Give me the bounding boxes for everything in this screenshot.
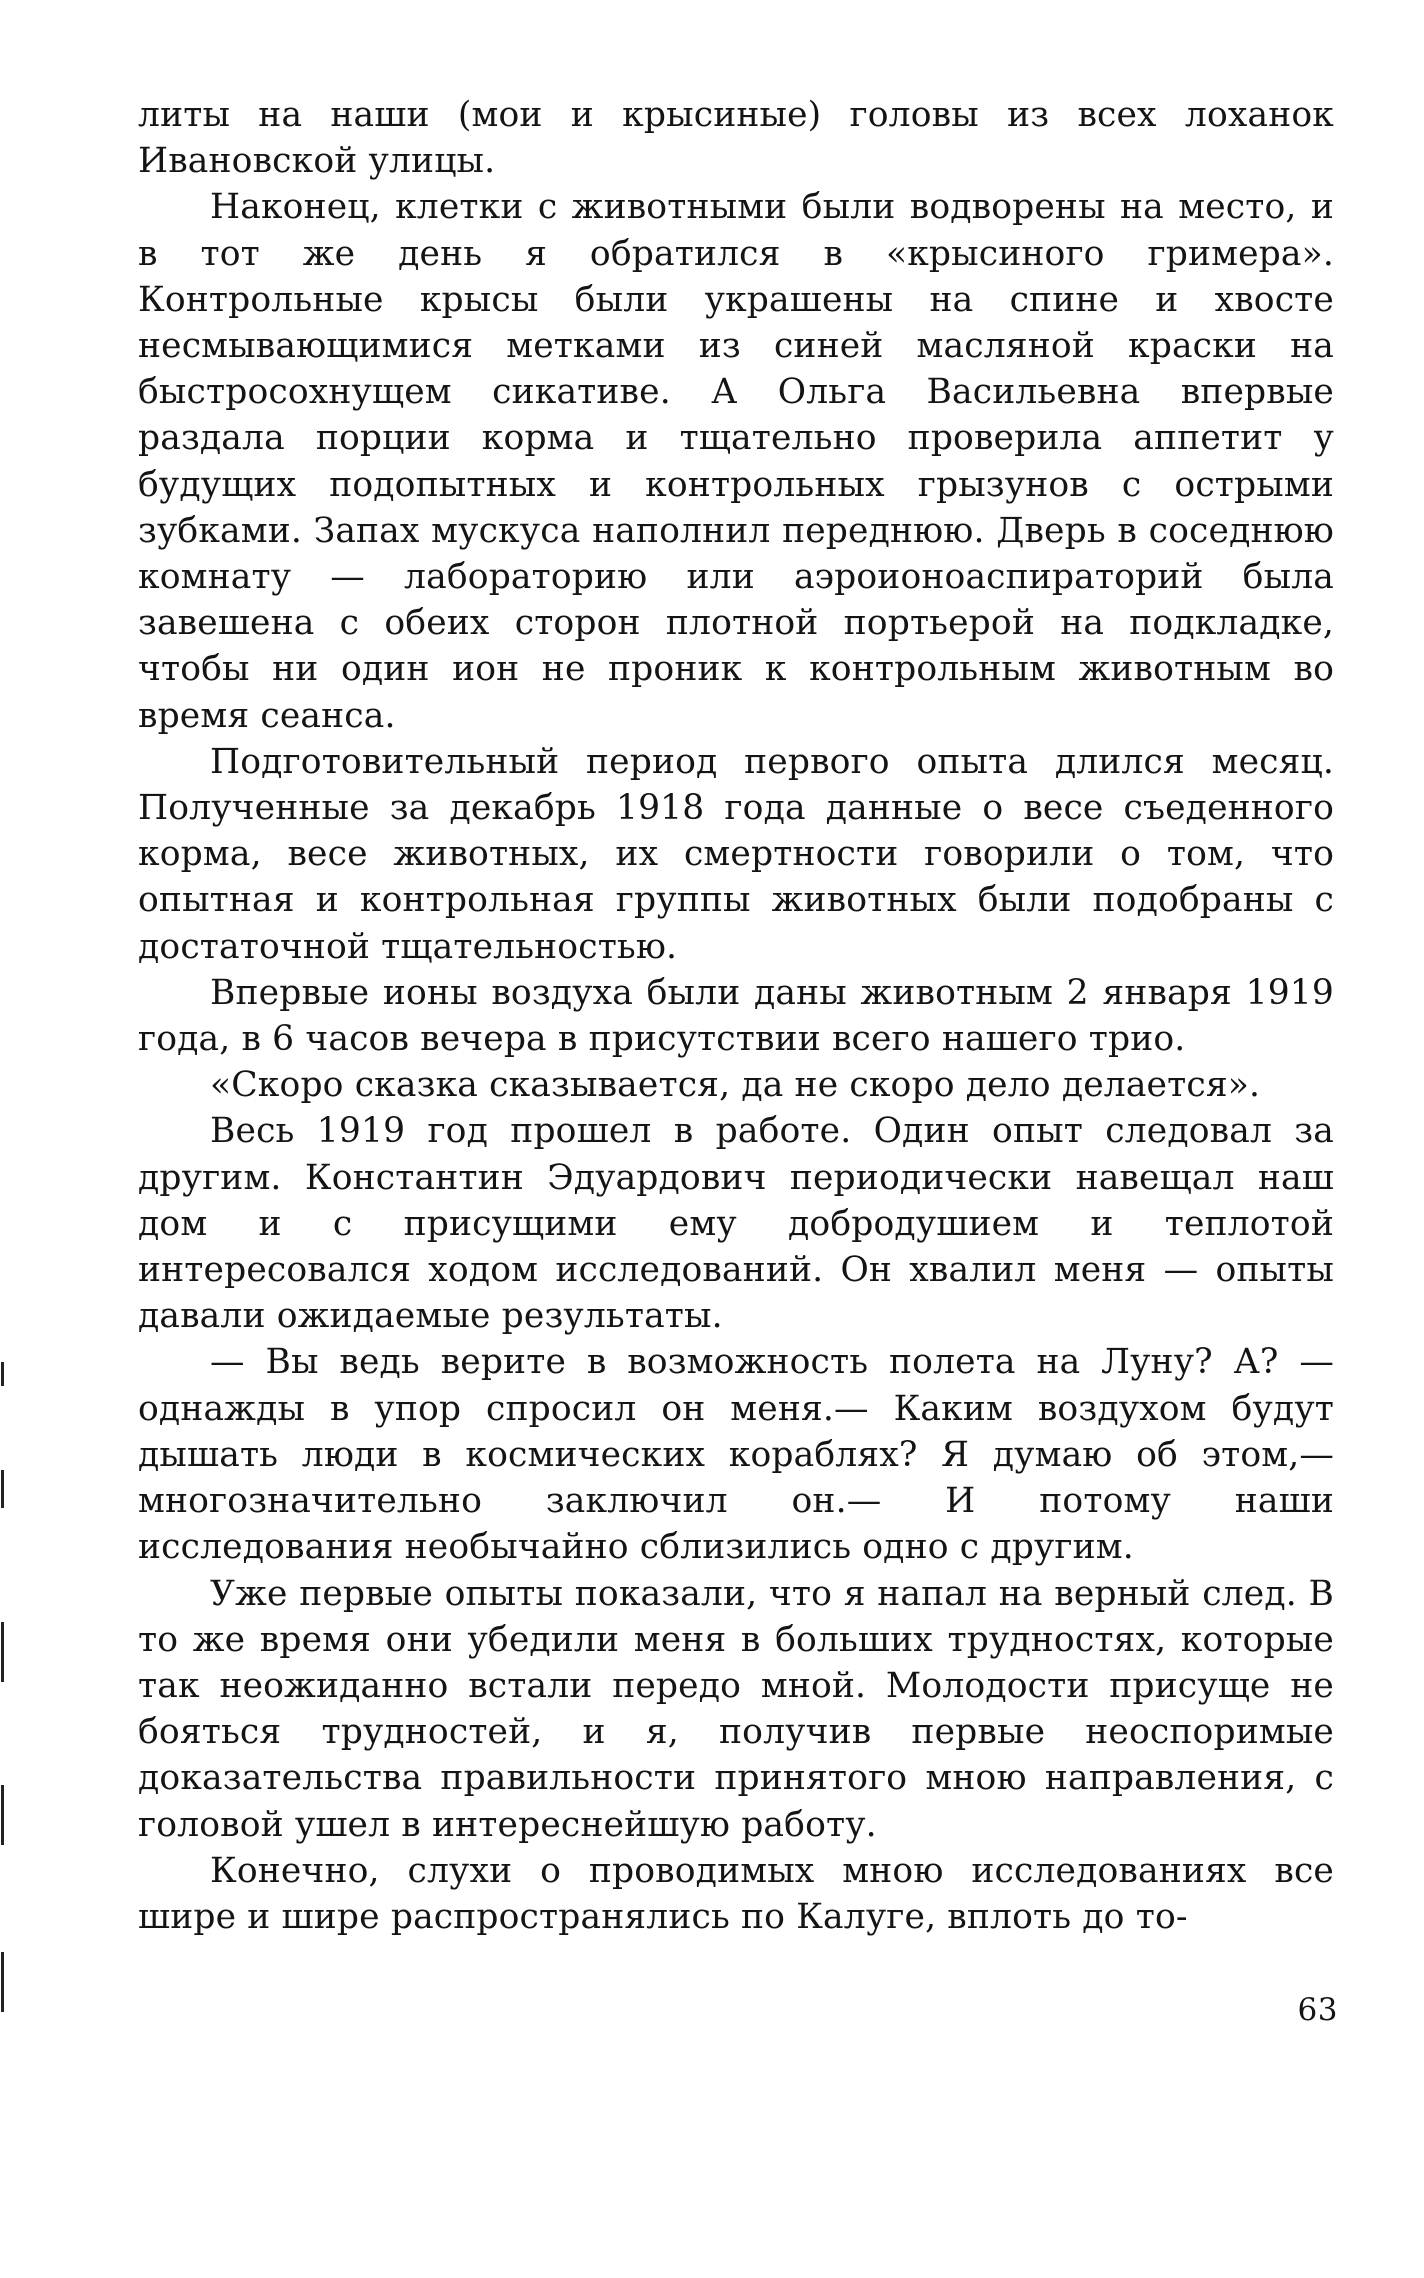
scan-edge-mark <box>1 1622 4 1682</box>
paragraph-2: Наконец, клетки с животными были водворены на место, и в тот же день я обратился в «крысиного гримера». Контрольные крысы были украшены на спине и хвосте несмывающимися метками из синей масляной краски на быстросохнущем сикативе. А Ольга Васильевна впервые раздала порции корма и тщательно проверила аппетит у будущих подопытных и контрольных грызунов с острыми зубками. Запах мускуса наполнил переднюю. Дверь в соседнюю комнату — лабораторию или аэроионоаспираторий была завешена с обеих сторон плотной портьерой на подкладке, чтобы ни один ион не проник к контрольным животным во время сеанса. <box>138 187 1334 736</box>
scan-edge-mark <box>1 1952 4 2012</box>
paragraph-8: Уже первые опыты показали, что я напал на верный след. В то же время они убедили меня в больших трудностях, которые так неожиданно встали передо мной. Молодости присуще не бояться трудностей, и я, получив первые неоспоримые доказательства правильности принятого мною направления, с головой ушел в интереснейшую работу. <box>138 1573 1334 1845</box>
paragraph-4: Впервые ионы воздуха были даны животным 2 января 1919 года, в 6 часов вечера в присутствии всего нашего трио. <box>138 972 1334 1060</box>
scan-edge-mark <box>1 1785 4 1845</box>
scan-edge-mark <box>1 1470 4 1508</box>
scan-edge-mark <box>1 1362 4 1386</box>
paragraph-5: «Скоро сказка сказывается, да не скоро дело делается». <box>210 1065 1261 1106</box>
paragraph-9: Конечно, слухи о проводимых мною исследованиях все шире и шире распространялись по Калуге, вплоть до то- <box>138 1850 1334 1937</box>
paragraph-1: литы на наши (мои и крысиные) головы из всех лоханок Ивановской улицы. <box>138 95 1334 182</box>
book-page-text <box>138 92 1334 1940</box>
page-number: 63 <box>1297 1992 1338 2028</box>
paragraph-3: Подготовительный период первого опыта длился месяц. Полученные за декабрь 1918 года данные о весе съеденного корма, весе животных, их смертности говорили о том, что опытная и контрольная группы животных были подобраны с достаточной тщательностью. <box>138 741 1334 967</box>
paragraph-6: Весь 1919 год прошел в работе. Один опыт следовал за другим. Константин Эдуардович периодически навещал наш дом и с присущими ему добродушием и теплотой интересовался ходом исследований. Он хвалил меня — опыты давали ожидаемые результаты. <box>138 1111 1334 1337</box>
paragraph-7: — Вы ведь верите в возможность полета на Луну? А? — однажды в упор спросил он меня.— Каким воздухом будут дышать люди в космических кораблях? Я думаю об этом,— многозначительно заключил он.— И потому наши исследования необычайно сблизились одно с другим. <box>138 1342 1334 1568</box>
